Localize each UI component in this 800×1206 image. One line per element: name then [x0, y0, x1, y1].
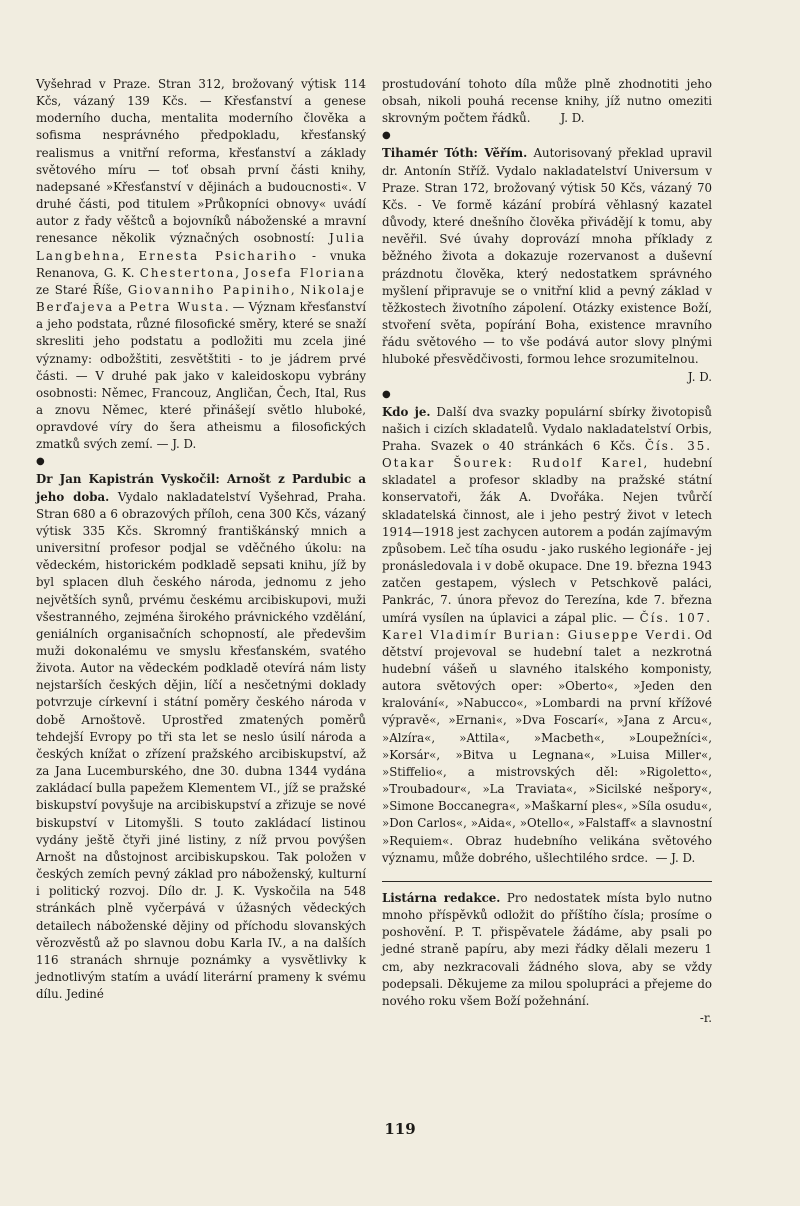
text-fragment: ze Staré Říše,: [36, 282, 128, 297]
notice-text: Pro nedostatek místa bylo nutno mnoho příspěvků odložit do příštího čísla; prosíme o poshovění. P. T. přispěvatele žádáme, aby psali po jedné straně papíru, aby mezi řádky dělali mezeru 1 cm, aby nezkracovali žádného slova, aby se vždy podepsali. Děkujeme za milou spolupráci a přejeme do nového roku všem Boží požehnání.: [382, 890, 713, 1008]
review-text: prostudování tohoto díla může plně zhodnotiti jeho obsah, nikoli pouhá recense knihy, jíž nutno omeziti skrovným počtem řádků.: [382, 77, 712, 126]
section-separator-bullet: ●: [36, 456, 45, 468]
review-heading: Dr Jan Kapistrán Vyskočil: Arnošt z Pardubic a jeho doba.: [36, 472, 366, 504]
left-column: [36, 76, 366, 1003]
review-paragraph-3: [382, 145, 712, 385]
text-fragment: - vnuka Renanova, G. K.: [36, 248, 366, 280]
person-name: Karel Vladimír Burian: Giuseppe Verdi: [382, 627, 688, 642]
review-text: Vyšehrad v Praze. Stran 312, brožovaný výtisk 114 Kčs, vázaný 139 Kčs. — Křesťanství a genese moderního ducha, mentalita moderního člověka a sofisma nesprávného předpokladu, křesťanský realismus a vnitřní reforma, křesťanství a základy světového míru — toť obsah první části knihy, nadepsané »Křesťanství v dějinách a budoucnosti«. V druhé části, pod titulem »Průkopníci obnovy« uvádí autor z řady věštců a bojovníků náboženské a mravní renesance několik význačných osobností:: [36, 77, 366, 246]
review-text: Vydalo nakladatelství Vyšehrad, Praha. Stran 680 a 6 obrazových příloh, cena 300 Kčs, vázaný výtisk 335 Kčs. Skromný františkánský mnich a universitní profesor podjal se vděčného úkolu: na vědeckém, historickém podkladě sepsati knihu, jíž by byl splacen dluh českého národa, jednomu z jeho největších synů, prvému českému arcibiskupovi, muži všestranného, zejména širokého právnického vzdělání, geniálních organisačních schopností, ale předevšim muži dokonalému ve smyslu křesťanském, svatého života. Autor na vědeckém podkladě otevírá nám listy nejstarších českých dějin, líčí a nesčetnými doklady potvrzuje církevní i státní poměry českého národa v době Arnoštově. Uprostřed zmatených poměrů tehdejší Evropy po tři sta let se neslo úsilí národa a českých knížat o zřízení pražského arcibiskupství, až za Jana Lucemburského, dne 30. dubna 1344 vydána zakládací bulla papežem Klementem VI., jíž se pražské biskupství povyšuje na arcibiskupství a zřizuje se nové biskupství v Litomyšli. S touto zakládací listinou vydány ještě čtyři jiné listiny, z níž prvou povýšen Arnošt na důstojnost arcibiskupskou. Tak položen v českých zemích pevný základ pro náboženský, kulturní i politický rozvoj. Dílo dr. J. K. Vyskočila na 548 stránkách plně vyčerpává v úžasných vědeckých detailech náboženské dějiny od příchodu slovanských věrozvěstů až po slavnou dobu Karla IV., a na dalších 116 stranách shrnuje poznámky a vysvětlivky k jednotlivým statím a uvádí literární prameny k svému dílu. Jediné: [36, 489, 366, 1002]
author-signature: — J. D.: [655, 850, 696, 865]
person-name: Nikolaje Berďajeva: [36, 282, 366, 315]
author-signature: -r.: [699, 1010, 712, 1025]
horizontal-rule: [382, 881, 712, 882]
text-fragment: . — Význam křesťanství a jeho podstata, různé filosofické směry, které se snaží skresliti jeho podstatu a podložiti mu zcela jiné významy: odbožštiti, zesvětštiti - to je jádrem prvé části. — V druhé pak jako v kaleidoskopu vybrány osobnosti: Němec, Francouz, Angličan, Čech, Ital, Rus a znovu Němec, které přinášejí světlo hluboké, opravdové víry do šera atheismu a filosofických zmatků svých zemí. — J. D.: [36, 300, 367, 452]
issue-number: Čís. 107.: [639, 610, 712, 625]
notice-heading: Listárna redakce.: [382, 890, 501, 905]
person-name: Josefa Floriana: [244, 265, 367, 280]
author-signature: J. D.: [687, 369, 712, 384]
text-fragment: ,: [235, 265, 245, 280]
text-fragment: ,: [120, 248, 139, 263]
person-name: Otakar Šourek: Rudolf Karel: [382, 456, 644, 471]
author-signature: J. D.: [560, 111, 585, 126]
text-fragment: ,: [290, 282, 301, 297]
review-heading: Kdo je.: [382, 404, 431, 419]
review-paragraph-continued: [382, 76, 712, 127]
person-name: Giovanniho Papiniho: [127, 282, 291, 297]
review-paragraph-1: [36, 76, 366, 453]
person-name: Julia Langbehna: [36, 231, 366, 263]
right-column: [382, 76, 712, 1027]
person-name: Chestertona: [139, 265, 236, 280]
person-name: Petra Wusta: [129, 300, 225, 315]
review-text: Autorisovaný překlad upravil dr. Antonín Stříž. Vydalo nakladatelství Universum v Praze. Stran 172, brožovaný výtisk 50 Kčs, vázaný 70 Kčs. - Ve formě kázání probírá věhlasný kazatel důvody, které dnešního člověka přivádějí k tomu, aby nevěřil. Své úvahy doprovází mnoha příklady z běžného života a dokazuje rozervanost a duševní prázdnotu člověka, který nedostatkem správného myšlení připravuje se o vnitřní klid a pevný základ v těžkostech životního zápolení. Otázky existence Boží, stvoření světa, popírání Boha, existence mravního řádu světového — to vše podává autor slovy plnými hluboké přesvědčivosti, formou lehce srozumitelnou.: [382, 146, 712, 367]
section-separator-bullet: ●: [382, 130, 391, 142]
page-number: 119: [384, 1120, 416, 1138]
text-fragment: . Od dětství projevoval se hudební talet a nezkrotná hudební vášeň u slavného italského komponisty, autora světových oper: »Oberto«, »Jeden den kralování«, »Nabucco«, »Lombardi na první křížové výpravě«, »Ernani«, »Dva Foscarí«, »Jana z Arcu«, »Alzíra«, »Attila«, »Macbeth«, »Loupežníci«, »Korsár«, »Bitva u Legnana«, »Luisa Miller«, »Stiffelio«, a mistrovských děl: »Rigoletto«, »Troubadour«, »La Traviata«, »Sicilské nešpory«, »Simone Boccanegra«, »Maškarní ples«, »Síla osudu«, »Don Carlos«, »Aida«, »Otello«, »Falstaff« a slavnostní »Requiem«. Obraz hudebního velikána světového významu, může dobrého, ušlechtilého srdce.: [382, 627, 712, 865]
review-paragraph-2: [36, 471, 366, 1003]
section-separator-bullet: ●: [382, 388, 391, 400]
issue-number: Čís. 35.: [644, 438, 712, 453]
editorial-notice: [382, 890, 712, 1027]
text-fragment: a: [114, 300, 130, 315]
review-text: Další dva svazky populární sbírky životopisů našich i cizích skladatelů. Vydalo nakladatelství Orbis, Praha. Svazek o 40 stránkách 6 Kčs.: [382, 404, 712, 453]
review-heading: Tihamér Tóth: Věřím.: [382, 146, 528, 161]
person-name: Ernesta Psichariho: [138, 248, 298, 263]
review-paragraph-4: [382, 404, 712, 867]
text-fragment: , hudební skladatel a profesor skladby na pražské státní konservatoři, žák A. Dvořáka. Nejen tvůrčí skladatelská činnost, ale i jeho pestrý život v letech 1914—1918 jest zachycen autorem a podán zajímavým způsobem. Leč tíha osudu - jako ruského legionáře - jej pronásledovala i v době okupace. Dne 19. března 1943 zatčen gestapem, výslech v Petschkově paláci, Pankrác, 7. února převoz do Terezína, kde 7. března umírá vysílen na úplavici a zápal plic. —: [382, 456, 712, 625]
